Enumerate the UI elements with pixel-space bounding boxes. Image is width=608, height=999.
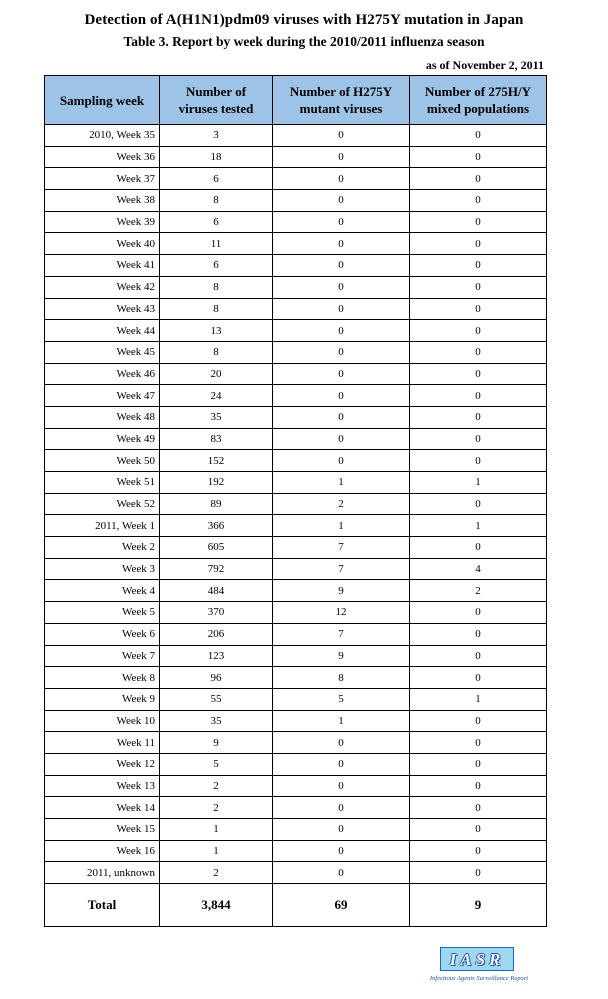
cell-sampling-week: Week 3: [45, 558, 160, 580]
cell-sampling-week: Week 52: [45, 493, 160, 515]
table-row: [45, 320, 547, 342]
cell-mixed-populations: 0: [410, 602, 547, 624]
cell-mixed-populations: 0: [410, 493, 547, 515]
table-row: [45, 819, 547, 841]
cell-h275y-mutants: 7: [273, 623, 410, 645]
table-row: [45, 146, 547, 168]
cell-mixed-populations: 0: [410, 320, 547, 342]
cell-h275y-mutants: 0: [273, 125, 410, 147]
cell-h275y-mutants: 7: [273, 558, 410, 580]
as-of-date: as of November 2, 2011: [425, 58, 544, 72]
table-subtitle: Table 3. Report by week during the 2010/2011 influenza season: [123, 34, 485, 49]
cell-h275y-mutants: 0: [273, 211, 410, 233]
cell-mixed-populations: 0: [410, 276, 547, 298]
cell-mixed-populations: 0: [410, 667, 547, 689]
cell-mixed-populations: 0: [410, 168, 547, 190]
cell-mixed-populations: 0: [410, 819, 547, 841]
cell-mixed-populations: 0: [410, 255, 547, 277]
cell-viruses-tested: 1: [160, 819, 273, 841]
cell-mixed-populations: 4: [410, 558, 547, 580]
table-row: [45, 775, 547, 797]
cell-sampling-week: Week 45: [45, 341, 160, 363]
cell-viruses-tested: 20: [160, 363, 273, 385]
table-row: [45, 558, 547, 580]
cell-sampling-week: Week 15: [45, 819, 160, 841]
header-h275y-mutants-text: Number of H275Y mutant viruses: [289, 84, 393, 116]
table-row: [45, 190, 547, 212]
cell-sampling-week: Week 51: [45, 472, 160, 494]
cell-h275y-mutants: 0: [273, 341, 410, 363]
cell-h275y-mutants: 0: [273, 840, 410, 862]
cell-viruses-tested: 484: [160, 580, 273, 602]
cell-sampling-week: Week 14: [45, 797, 160, 819]
cell-viruses-tested: 96: [160, 667, 273, 689]
cell-mixed-populations: 2: [410, 580, 547, 602]
iasr-logo-caption: Infectious Agents Surveillance Report: [429, 975, 529, 982]
table-row: [45, 450, 547, 472]
table-row: [45, 125, 547, 147]
cell-viruses-tested: 5: [160, 753, 273, 775]
cell-h275y-mutants: 0: [273, 276, 410, 298]
cell-sampling-week: Week 7: [45, 645, 160, 667]
report-title: Detection of A(H1N1)pdm09 viruses with H275Y mutation in Japan: [84, 12, 524, 28]
cell-sampling-week: Week 2: [45, 537, 160, 559]
cell-h275y-mutants: 0: [273, 819, 410, 841]
cell-h275y-mutants: 0: [273, 363, 410, 385]
cell-sampling-week: Week 39: [45, 211, 160, 233]
iasr-logo-text: IASR: [449, 950, 505, 969]
cell-sampling-week: Week 44: [45, 320, 160, 342]
iasr-logo: [420, 947, 538, 987]
cell-viruses-tested: 18: [160, 146, 273, 168]
cell-h275y-mutants: 0: [273, 233, 410, 255]
cell-mixed-populations: 0: [410, 428, 547, 450]
total-label: Total: [45, 884, 160, 927]
table-row: [45, 623, 547, 645]
cell-mixed-populations: 0: [410, 710, 547, 732]
cell-sampling-week: Week 48: [45, 406, 160, 428]
cell-viruses-tested: 366: [160, 515, 273, 537]
table-row: [45, 168, 547, 190]
cell-viruses-tested: 8: [160, 298, 273, 320]
table-row: [45, 515, 547, 537]
cell-sampling-week: Week 43: [45, 298, 160, 320]
table-row: [45, 688, 547, 710]
table-row: [45, 797, 547, 819]
table-row: [45, 537, 547, 559]
cell-mixed-populations: 0: [410, 298, 547, 320]
total-viruses-tested: 3,844: [160, 884, 273, 927]
total-h275y-mutants: 69: [273, 884, 410, 927]
cell-h275y-mutants: 5: [273, 688, 410, 710]
table-row: [45, 580, 547, 602]
cell-viruses-tested: 24: [160, 385, 273, 407]
cell-viruses-tested: 2: [160, 775, 273, 797]
cell-viruses-tested: 35: [160, 406, 273, 428]
cell-mixed-populations: 0: [410, 797, 547, 819]
cell-viruses-tested: 206: [160, 623, 273, 645]
table-row: [45, 840, 547, 862]
cell-sampling-week: Week 9: [45, 688, 160, 710]
cell-viruses-tested: 8: [160, 341, 273, 363]
cell-h275y-mutants: 0: [273, 255, 410, 277]
table-row: [45, 602, 547, 624]
cell-mixed-populations: 0: [410, 341, 547, 363]
cell-viruses-tested: 6: [160, 211, 273, 233]
cell-sampling-week: Week 41: [45, 255, 160, 277]
table-row: [45, 493, 547, 515]
cell-mixed-populations: 0: [410, 537, 547, 559]
cell-mixed-populations: 0: [410, 732, 547, 754]
table-row: [45, 363, 547, 385]
cell-sampling-week: Week 6: [45, 623, 160, 645]
table-row: [45, 732, 547, 754]
table-row: [45, 341, 547, 363]
cell-mixed-populations: 0: [410, 211, 547, 233]
cell-sampling-week: 2010, Week 35: [45, 125, 160, 147]
cell-mixed-populations: 1: [410, 688, 547, 710]
cell-viruses-tested: 89: [160, 493, 273, 515]
cell-mixed-populations: 0: [410, 862, 547, 884]
cell-h275y-mutants: 9: [273, 580, 410, 602]
cell-sampling-week: Week 49: [45, 428, 160, 450]
table-row: [45, 276, 547, 298]
cell-mixed-populations: 0: [410, 450, 547, 472]
cell-sampling-week: Week 4: [45, 580, 160, 602]
cell-mixed-populations: 1: [410, 472, 547, 494]
header-viruses-tested: [160, 76, 273, 125]
cell-viruses-tested: 123: [160, 645, 273, 667]
cell-mixed-populations: 0: [410, 385, 547, 407]
cell-viruses-tested: 8: [160, 276, 273, 298]
cell-h275y-mutants: 0: [273, 190, 410, 212]
table-row: [45, 645, 547, 667]
cell-sampling-week: Week 40: [45, 233, 160, 255]
cell-viruses-tested: 2: [160, 862, 273, 884]
cell-sampling-week: Week 8: [45, 667, 160, 689]
cell-h275y-mutants: 1: [273, 710, 410, 732]
cell-sampling-week: Week 50: [45, 450, 160, 472]
table-row: [45, 385, 547, 407]
cell-h275y-mutants: 0: [273, 385, 410, 407]
cell-h275y-mutants: 0: [273, 320, 410, 342]
header-h275y-mutants: [273, 76, 410, 125]
cell-sampling-week: Week 11: [45, 732, 160, 754]
cell-viruses-tested: 1: [160, 840, 273, 862]
cell-h275y-mutants: 0: [273, 450, 410, 472]
cell-h275y-mutants: 1: [273, 472, 410, 494]
table-row: [45, 472, 547, 494]
cell-viruses-tested: 605: [160, 537, 273, 559]
table-row: [45, 667, 547, 689]
cell-h275y-mutants: 0: [273, 146, 410, 168]
cell-h275y-mutants: 7: [273, 537, 410, 559]
cell-mixed-populations: 0: [410, 233, 547, 255]
cell-viruses-tested: 370: [160, 602, 273, 624]
table-row: [45, 233, 547, 255]
cell-h275y-mutants: 0: [273, 753, 410, 775]
cell-mixed-populations: 0: [410, 363, 547, 385]
total-row: [45, 884, 547, 927]
table-row: [45, 862, 547, 884]
cell-h275y-mutants: 8: [273, 667, 410, 689]
cell-h275y-mutants: 12: [273, 602, 410, 624]
cell-mixed-populations: 0: [410, 623, 547, 645]
cell-sampling-week: Week 42: [45, 276, 160, 298]
cell-sampling-week: 2011, unknown: [45, 862, 160, 884]
table-row: [45, 211, 547, 233]
cell-viruses-tested: 792: [160, 558, 273, 580]
cell-viruses-tested: 6: [160, 168, 273, 190]
cell-viruses-tested: 3: [160, 125, 273, 147]
cell-sampling-week: Week 13: [45, 775, 160, 797]
cell-viruses-tested: 2: [160, 797, 273, 819]
table-row: [45, 710, 547, 732]
cell-viruses-tested: 9: [160, 732, 273, 754]
cell-viruses-tested: 8: [160, 190, 273, 212]
cell-viruses-tested: 83: [160, 428, 273, 450]
cell-viruses-tested: 35: [160, 710, 273, 732]
iasr-logo-box: [440, 947, 514, 971]
cell-h275y-mutants: 0: [273, 298, 410, 320]
table-row: [45, 406, 547, 428]
cell-sampling-week: Week 38: [45, 190, 160, 212]
cell-h275y-mutants: 1: [273, 515, 410, 537]
cell-h275y-mutants: 0: [273, 732, 410, 754]
table-row: [45, 428, 547, 450]
total-mixed-populations: 9: [410, 884, 547, 927]
cell-viruses-tested: 11: [160, 233, 273, 255]
cell-h275y-mutants: 0: [273, 862, 410, 884]
cell-h275y-mutants: 0: [273, 428, 410, 450]
cell-sampling-week: Week 37: [45, 168, 160, 190]
cell-h275y-mutants: 0: [273, 797, 410, 819]
cell-mixed-populations: 0: [410, 190, 547, 212]
cell-sampling-week: Week 12: [45, 753, 160, 775]
cell-mixed-populations: 0: [410, 146, 547, 168]
cell-viruses-tested: 152: [160, 450, 273, 472]
header-viruses-tested-text: Number of viruses tested: [178, 84, 254, 116]
header-mixed-populations: [410, 76, 547, 125]
cell-sampling-week: Week 5: [45, 602, 160, 624]
cell-viruses-tested: 192: [160, 472, 273, 494]
cell-sampling-week: Week 47: [45, 385, 160, 407]
cell-sampling-week: 2011, Week 1: [45, 515, 160, 537]
header-mixed-populations-text: Number of 275H/Y mixed populations: [425, 84, 531, 116]
cell-sampling-week: Week 36: [45, 146, 160, 168]
cell-h275y-mutants: 0: [273, 168, 410, 190]
cell-h275y-mutants: 0: [273, 406, 410, 428]
weekly-report-table: [44, 75, 547, 927]
cell-mixed-populations: 0: [410, 406, 547, 428]
table-row: [45, 298, 547, 320]
cell-sampling-week: Week 16: [45, 840, 160, 862]
cell-mixed-populations: 0: [410, 645, 547, 667]
cell-mixed-populations: 0: [410, 125, 547, 147]
table-row: [45, 255, 547, 277]
cell-viruses-tested: 55: [160, 688, 273, 710]
cell-viruses-tested: 13: [160, 320, 273, 342]
cell-viruses-tested: 6: [160, 255, 273, 277]
table-header-row: [45, 76, 547, 125]
cell-h275y-mutants: 9: [273, 645, 410, 667]
cell-mixed-populations: 1: [410, 515, 547, 537]
header-sampling-week: Sampling week: [45, 76, 160, 125]
cell-mixed-populations: 0: [410, 840, 547, 862]
cell-sampling-week: Week 46: [45, 363, 160, 385]
cell-mixed-populations: 0: [410, 775, 547, 797]
cell-mixed-populations: 0: [410, 753, 547, 775]
cell-sampling-week: Week 10: [45, 710, 160, 732]
cell-h275y-mutants: 0: [273, 775, 410, 797]
table-row: [45, 753, 547, 775]
cell-h275y-mutants: 2: [273, 493, 410, 515]
